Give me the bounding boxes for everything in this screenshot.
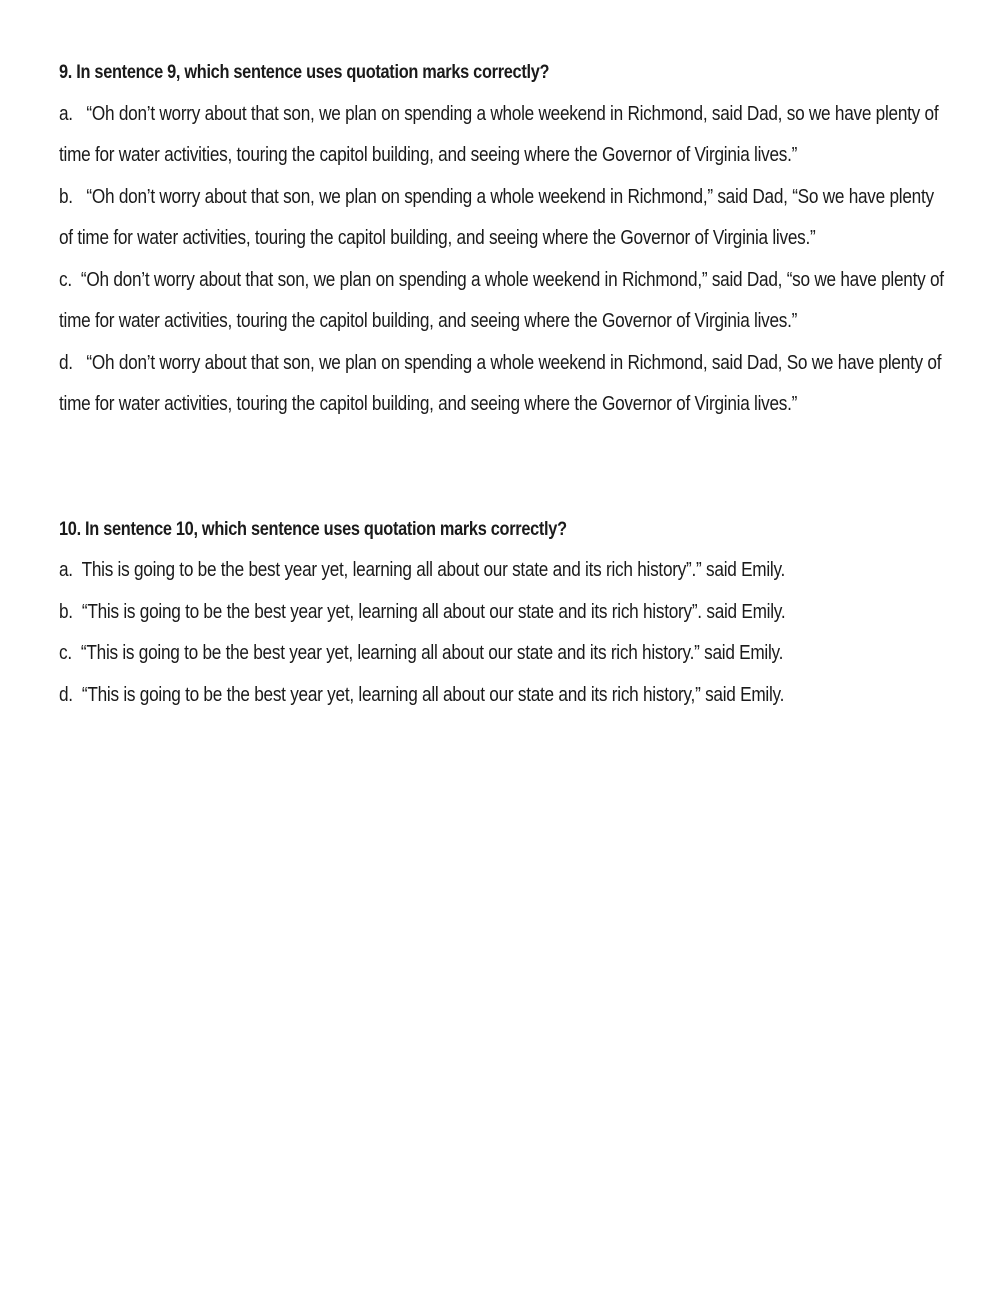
question-9-choice-d [59, 343, 945, 426]
question-9-choice-c [59, 260, 945, 343]
choice-letter: a. [59, 559, 73, 581]
question-10-choice-c [59, 633, 945, 675]
choice-letter: c. [59, 268, 72, 291]
choice-text: “This is going to be the best year yet, learning all about our state and its rich history,” said Emily. [81, 683, 785, 706]
choice-letter: b. [59, 600, 73, 623]
question-9-choice-a [59, 94, 945, 177]
choice-text: “Oh don’t worry about that son, we plan on spending a whole weekend in Richmond,” said Dad, “so we have plenty of time for water activities, touring the capitol building, and seeing where the Governor of Virginia lives.” [59, 268, 944, 332]
question-10-choice-b [59, 592, 945, 634]
question-9-choices [59, 94, 959, 426]
choice-text: “Oh don’t worry about that son, we plan on spending a whole weekend in Richmond, said Dad, So we have plenty of time for water activities, touring the capitol building, and seeing where the Governor of Virginia lives.” [59, 351, 942, 415]
choice-letter: a. [59, 102, 73, 125]
worksheet-page [59, 52, 959, 716]
choice-text: This is going to be the best year yet, learning all about our state and its rich history”.” said Emily. [81, 559, 786, 581]
question-10-choice-a [59, 550, 945, 592]
question-9-title: 9. In sentence 9, which sentence uses quotation marks correctly? [59, 62, 550, 83]
choice-letter: d. [59, 351, 73, 374]
choice-letter: c. [59, 642, 72, 664]
choice-letter: b. [59, 185, 73, 208]
question-10-choice-d [59, 675, 945, 717]
question-10-choices [59, 550, 959, 716]
question-9-choice-b [59, 177, 945, 260]
question-10-title: 10. In sentence 10, which sentence uses quotation marks correctly? [59, 518, 567, 540]
choice-text: “This is going to be the best year yet, learning all about our state and its rich history”. said Emily. [81, 600, 786, 623]
question-10 [59, 509, 959, 717]
choice-text: “Oh don’t worry about that son, we plan on spending a whole weekend in Richmond, said Dad, so we have plenty of time for water activities, touring the capitol building, and seeing where the Governor of Virginia lives.” [59, 102, 939, 166]
choice-letter: d. [59, 683, 73, 706]
question-9 [59, 52, 959, 426]
choice-text: “Oh don’t worry about that son, we plan on spending a whole weekend in Richmond,” said Dad, “So we have plenty of time for water activities, touring the capitol building, and seeing where the Governor of Virginia lives.” [59, 185, 934, 249]
choice-text: “This is going to be the best year yet, learning all about our state and its rich history.” said Emily. [80, 642, 784, 664]
